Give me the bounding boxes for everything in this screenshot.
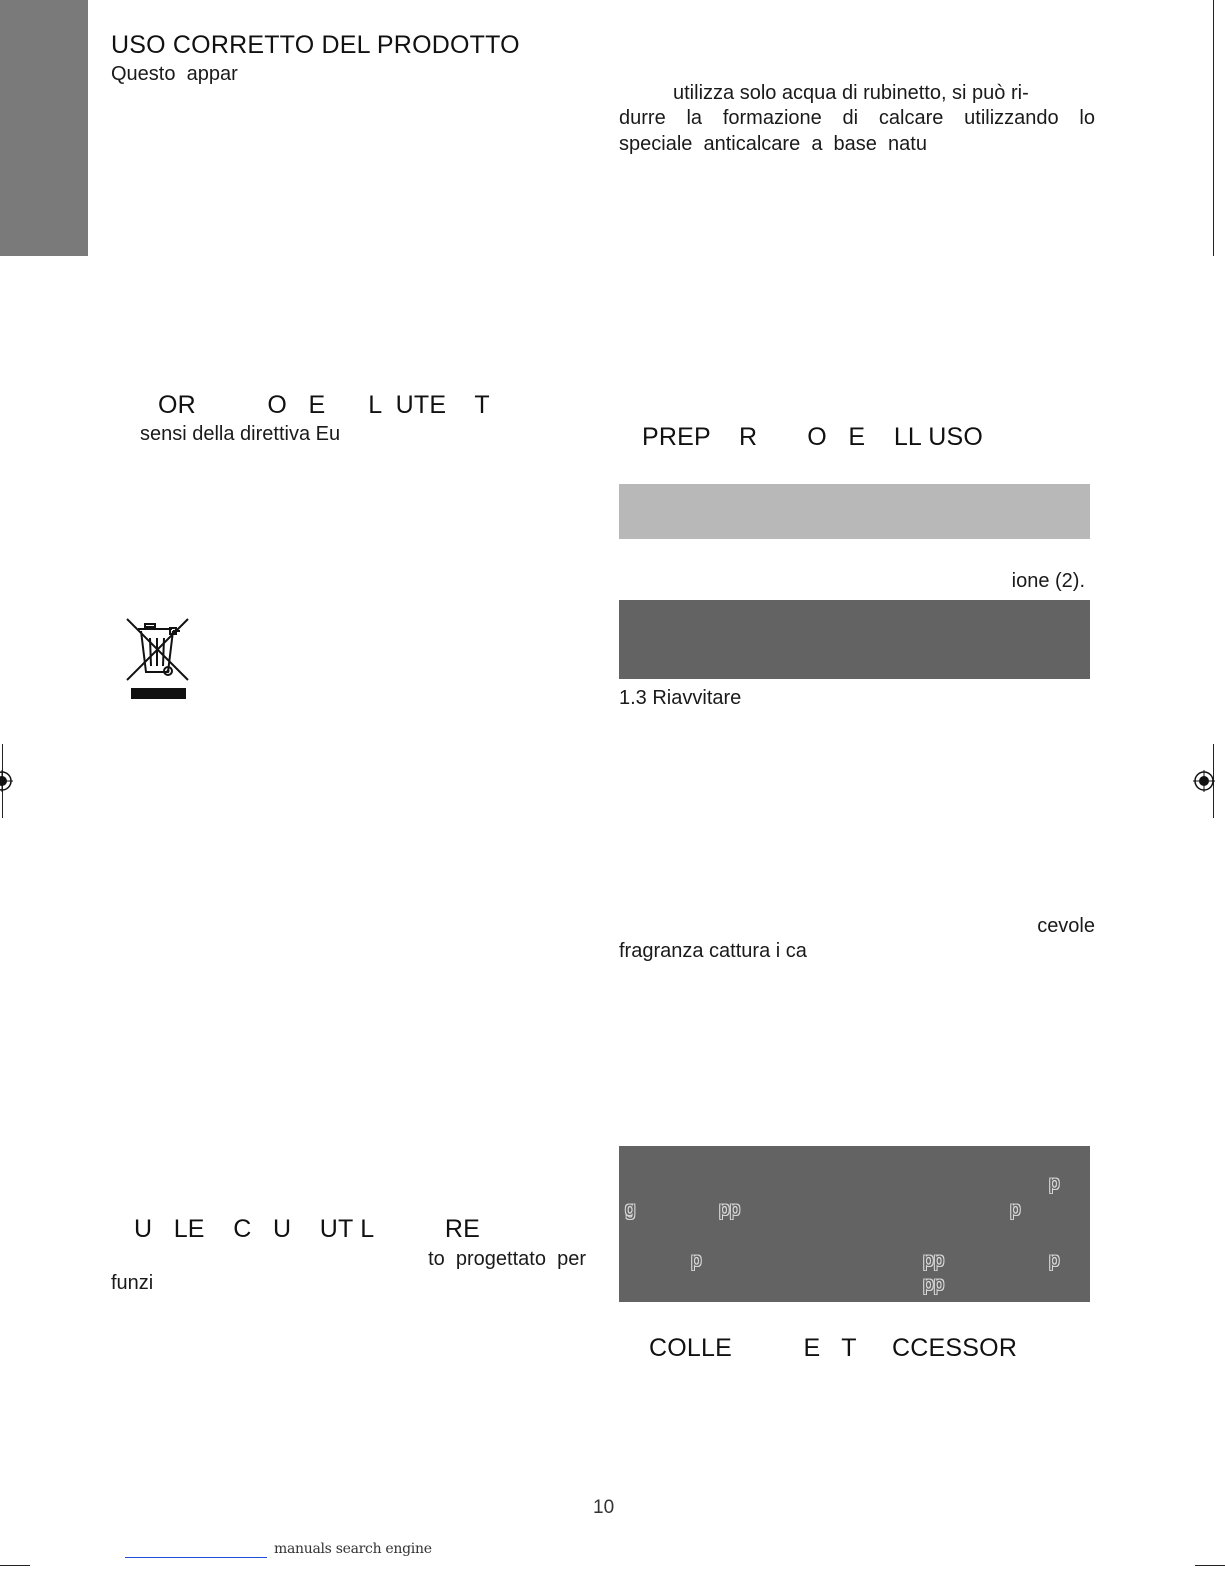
fragrance-line1: cevole bbox=[1037, 915, 1095, 937]
fragrance-line2: fragranza cattura i ca bbox=[619, 940, 807, 962]
side-tab bbox=[0, 0, 88, 256]
light-grey-box bbox=[619, 484, 1090, 539]
box-glyph: p bbox=[1049, 1250, 1060, 1271]
box-glyph: p bbox=[1010, 1199, 1021, 1220]
intro-line2: durre la formazione di calcare utilizzando lo bbox=[619, 107, 1095, 129]
dark-grey-box bbox=[619, 600, 1090, 679]
box-glyph: p bbox=[691, 1250, 702, 1271]
prep-text-ione: ione (2). bbox=[1011, 570, 1085, 592]
crossed-out-wheelie-bin-icon bbox=[124, 616, 192, 702]
intro-line3: speciale anticalcare a base natu bbox=[619, 133, 927, 155]
section-title-smaltimento: OR O E L UTE T bbox=[158, 391, 490, 419]
section-text-smaltimento: sensi della direttiva Eu bbox=[140, 423, 341, 445]
footer-crop-line-left bbox=[0, 1565, 30, 1566]
footer-text: manuals search engine bbox=[274, 1541, 432, 1557]
prep-step-riavvitare: 1.3 Riavvitare bbox=[619, 687, 742, 709]
box-glyph: pp bbox=[719, 1199, 741, 1220]
intro-line1: utilizza solo acqua di rubinetto, si può ri- bbox=[673, 82, 1029, 104]
registration-mark-icon bbox=[1193, 770, 1215, 792]
footer-link[interactable] bbox=[125, 1557, 267, 1558]
box-glyph: g bbox=[625, 1199, 636, 1220]
section-text-uso-corretto: Questo appar bbox=[111, 63, 238, 85]
section-text-line1: to progettato per bbox=[428, 1248, 586, 1270]
crop-line-top-right bbox=[1213, 0, 1214, 256]
registration-mark-icon bbox=[0, 770, 13, 792]
footer-crop-line-right bbox=[1195, 1565, 1225, 1566]
section-title-uso-corretto: USO CORRETTO DEL PRODOTTO bbox=[111, 31, 520, 59]
section-title-preparazione: PREP R O E LL USO bbox=[642, 423, 984, 451]
box-glyph: p bbox=[1049, 1173, 1060, 1194]
page-number: 10 bbox=[593, 1497, 615, 1518]
section-title-collegamento-accessori: COLLE E T CCESSOR bbox=[649, 1334, 1018, 1362]
section-title-usi-consentiti: U LE C U UT L RE bbox=[134, 1215, 480, 1243]
dark-warning-box bbox=[619, 1146, 1090, 1302]
box-glyph: pp bbox=[923, 1250, 945, 1271]
box-glyph: pp bbox=[923, 1274, 945, 1295]
section-text-line2: funzi bbox=[111, 1272, 154, 1294]
